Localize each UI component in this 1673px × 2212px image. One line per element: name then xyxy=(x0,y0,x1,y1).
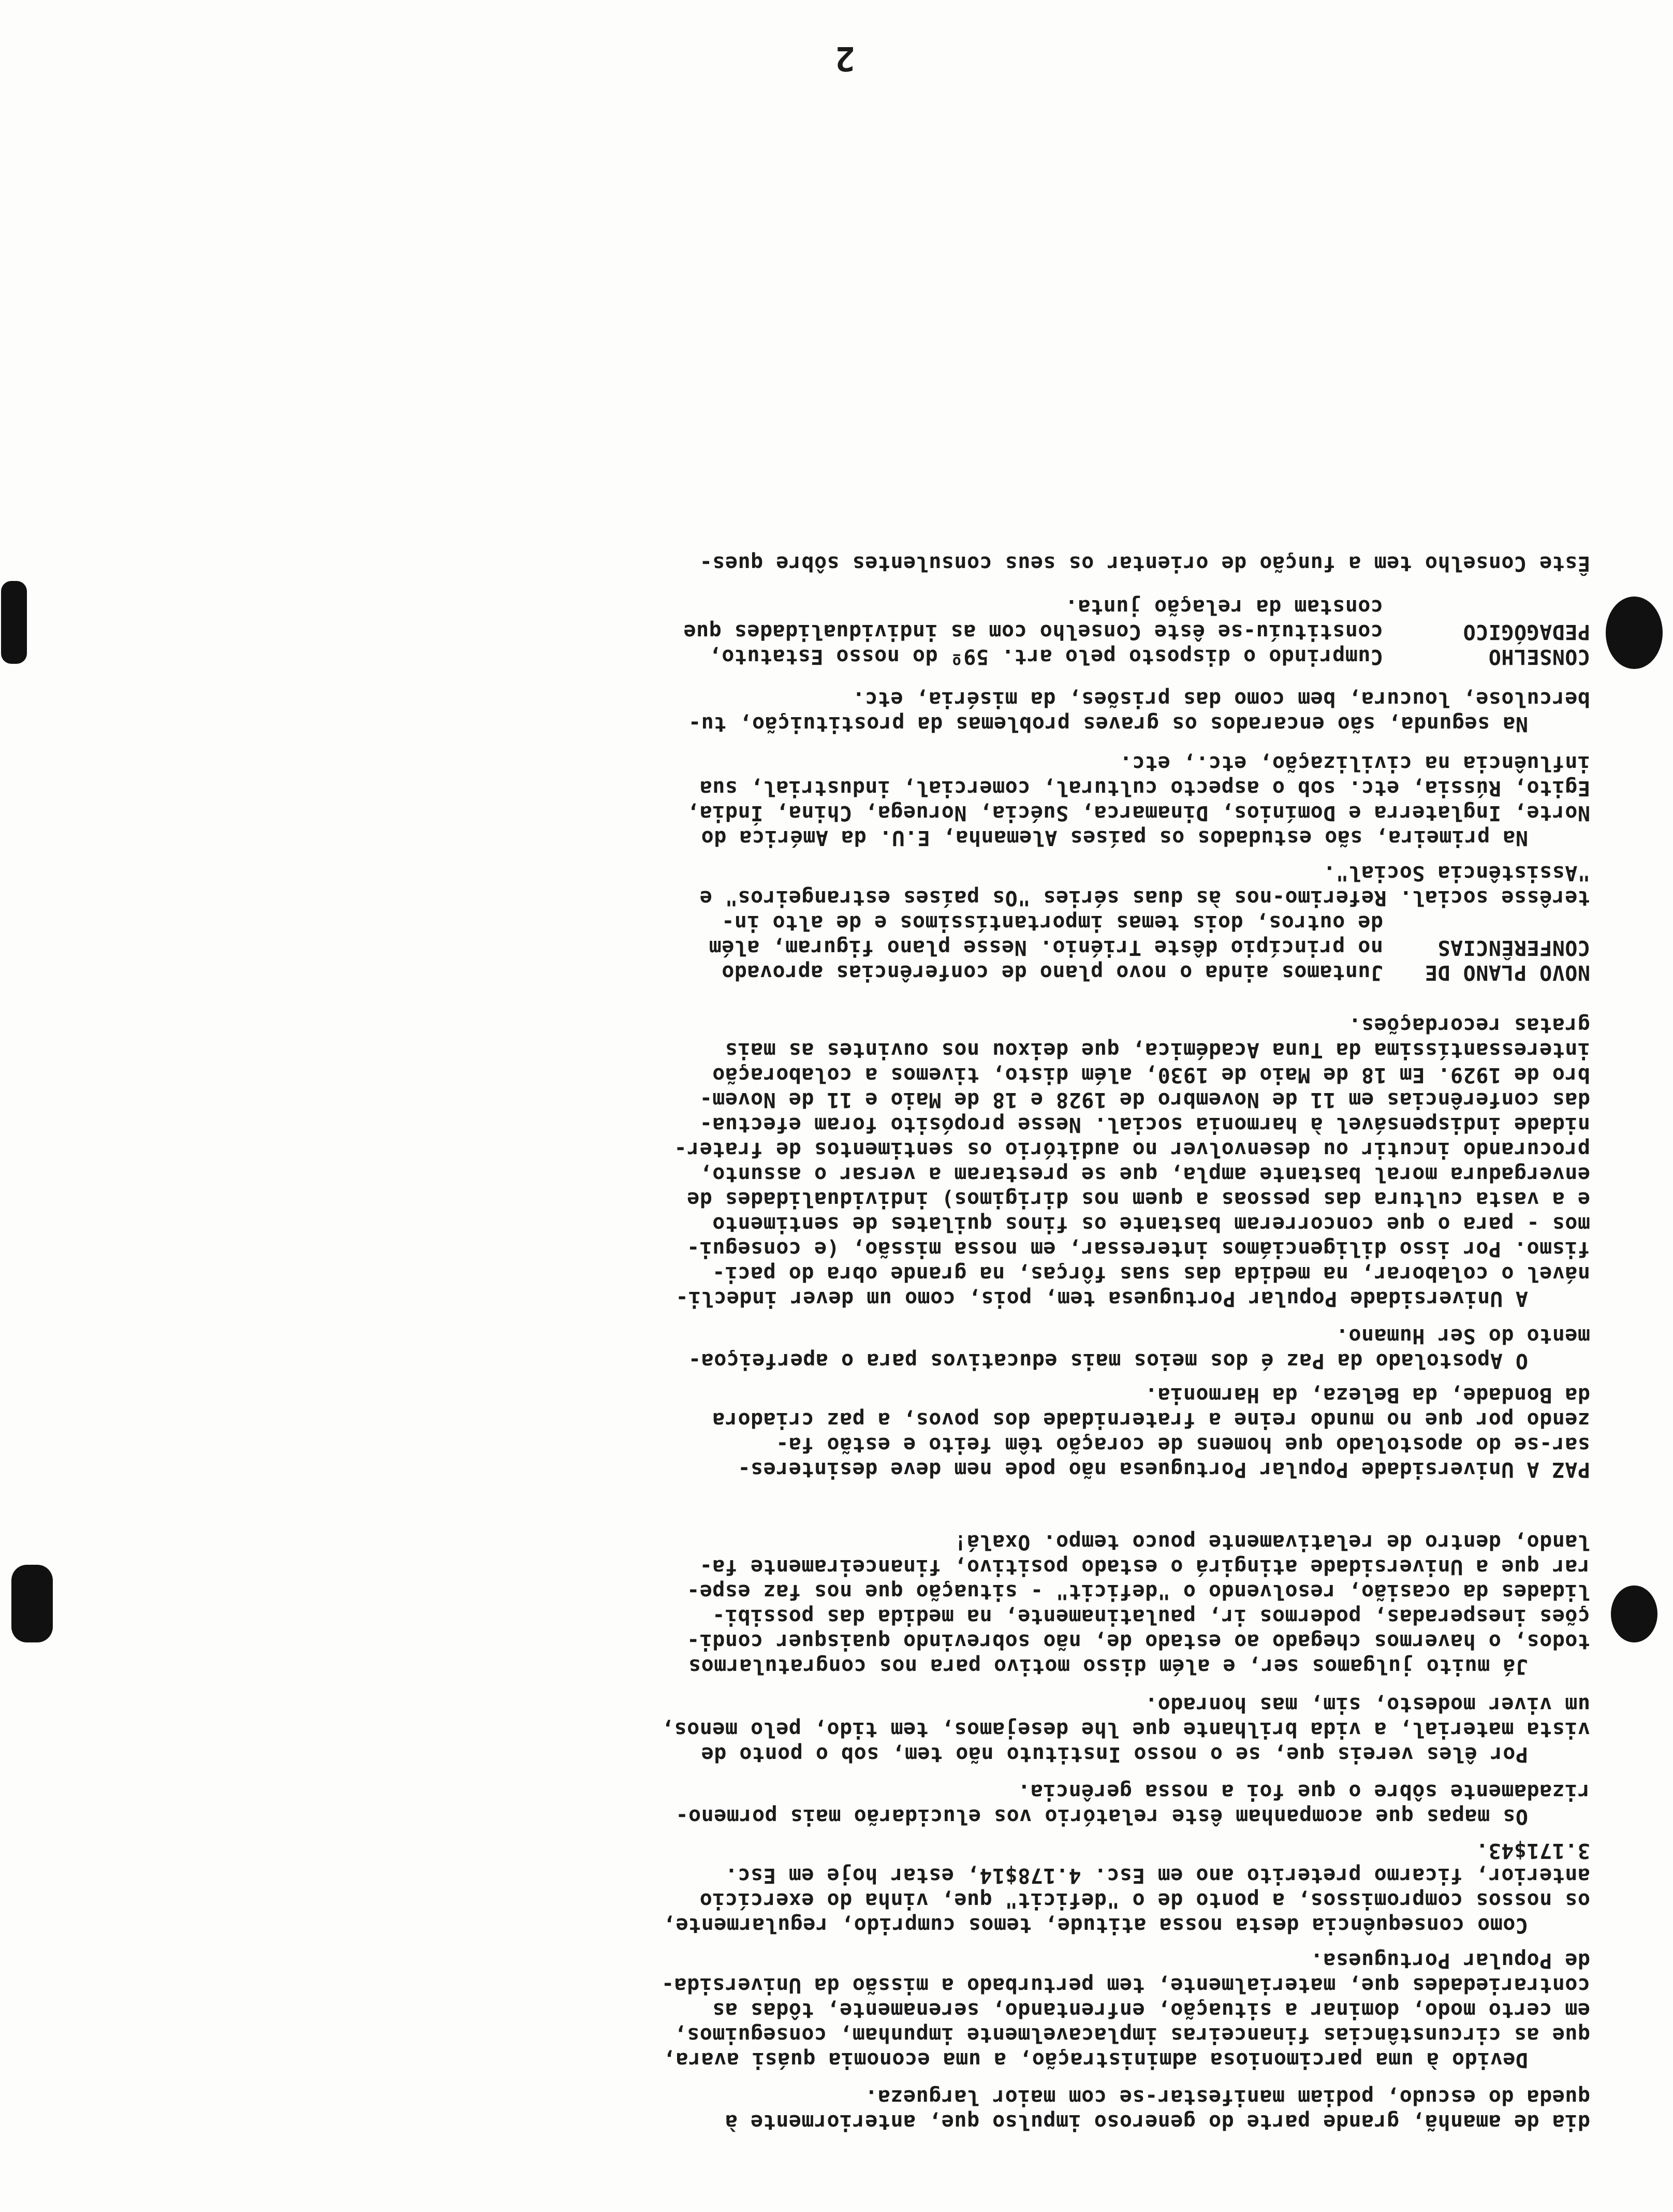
text-line: terêsse social. Referimo-nos às duas séries "Os países estrangeiros" e xyxy=(699,886,1590,910)
text-line: Êste Conselho tem a função de orientar os seus consulentes sôbre ques- xyxy=(699,551,1590,575)
text-line xyxy=(63,960,1590,985)
text-line: influência na civilização, etc., etc. xyxy=(1119,751,1590,775)
text-line: contrariedades que, materialmente, tem perturbado a missão da Universida- xyxy=(661,1973,1590,1997)
section-label: NOVO PLANO DE xyxy=(1425,961,1590,984)
text-line xyxy=(63,910,1590,935)
paragraph xyxy=(63,1530,1590,1679)
text-line: ções inesperadas, podermos ir, paulatinamente, na medida das possibi- xyxy=(712,1605,1590,1628)
paragraph xyxy=(63,551,1590,576)
text-line: lando, dentro de relativamente pouco tempo. Oxalá! xyxy=(953,1530,1590,1554)
text-line: queda do escudo, podiam manifestar-se com maior largueza. xyxy=(864,2085,1590,2109)
text-line: vista material, a vida brilhante que lhe desejamos, tem tido, pelo menos, xyxy=(661,1718,1590,1741)
paragraph xyxy=(63,1779,1590,1829)
text-line: envergadura moral bastante ampla, que se prestaram a versar o assunto, xyxy=(699,1162,1590,1186)
text-line: anterior, ficarmo preterito ano em Esc. 4.178$14, estar hoje em Esc. xyxy=(725,1864,1590,1887)
page-number: 2 xyxy=(834,39,855,77)
text-line: gratas recordações. xyxy=(1348,1013,1590,1037)
text-line xyxy=(63,619,1590,644)
paragraph xyxy=(63,687,1590,736)
text-line: nidade indispensável à harmonia social. Nesse propósito foram efectua- xyxy=(699,1113,1590,1137)
paragraph xyxy=(63,1948,1590,2072)
text-line: A Universidade Popular Portuguesa tem, pois, como um dever indecli- xyxy=(676,1287,1528,1311)
text-line: da Bondade, da Beleza, da Harmonia. xyxy=(1144,1383,1590,1407)
text-line: mento do Ser Humano. xyxy=(1336,1324,1590,1348)
text-line: zendo por que no mundo reine a fraternidade dos povos, a paz criadora xyxy=(712,1408,1590,1432)
paragraph xyxy=(63,751,1590,850)
text-line: que as circunstâncias financeiras implacavelmente impunham, conseguimos, xyxy=(674,2023,1590,2047)
text-line xyxy=(63,594,1590,619)
paragraph-novo-plano xyxy=(63,861,1590,985)
paragraph xyxy=(63,1323,1590,1373)
text-fragment: constituíu-se êste Conselho com as individualidades que xyxy=(683,620,1383,644)
text-line: 3.171$43. xyxy=(1475,1839,1590,1862)
text-fragment: Juntamos ainda o novo plano de conferências aprovado xyxy=(721,961,1383,984)
text-line: rizadamente sôbre o que foi a nossa gerência. xyxy=(1017,1780,1590,1803)
text-line: em certo modo, dominar a situação, enfrentando, serenamente, tôdas as xyxy=(712,1998,1590,2022)
paragraph-conselho-pedagogico xyxy=(63,594,1590,669)
text-line: "Assistência Social". xyxy=(1323,861,1590,885)
section-label: CONSELHO xyxy=(1488,645,1590,668)
paragraph xyxy=(63,1692,1590,1767)
text-line: e a vasta cultura das pessoas a quem nos dirigimos) individualidades de xyxy=(686,1187,1590,1211)
text-line: Egito, Rússia, etc. sob o aspecto cultural, comercial, industrial, sua xyxy=(699,776,1590,800)
text-line: nável o colaborar, na medida das suas fôrças, na grande obra do paci- xyxy=(712,1262,1590,1286)
text-line: rar que a Universidade atingirá o estado positivo, financeiramente fa- xyxy=(699,1555,1590,1579)
text-line: Norte, Inglaterra e Domínios, Dinamarca, Suécia, Noruega, China, Índia, xyxy=(686,801,1590,825)
text-line: Já muito julgamos ser, e além disso motivo para nos congratularmos xyxy=(688,1654,1528,1678)
ink-blot xyxy=(1,581,27,664)
text-fragment: constam da relação junta. xyxy=(1065,595,1383,619)
text-line: procurando incutir ou desenvolver no auditório os sentimentos de frater- xyxy=(674,1138,1590,1161)
text-fragment: Cumprindo o disposto pelo art. 59º do nosso Estatuto, xyxy=(709,645,1383,668)
section-label: PEDAGÓGICO xyxy=(1463,620,1590,644)
binder-hole xyxy=(1611,1585,1657,1642)
text-fragment: A Universidade Popular Portuguesa não pode nem deve desinteres- xyxy=(737,1458,1539,1481)
text-line: Por êles vereis que, se o nosso Instituto não tem, sob o ponto de xyxy=(701,1742,1528,1766)
text-line: Como consequência desta nossa atitude, temos cumprido, regularmente, xyxy=(663,1913,1528,1937)
paragraph-paz xyxy=(63,1382,1590,1482)
binder-hole xyxy=(1606,596,1663,669)
text-line: das conferências em 11 de Novembro de 1928 e 18 de Maio e 11 de Novem- xyxy=(699,1088,1590,1112)
text-line: de Popular Portuguesa. xyxy=(1310,1948,1590,1972)
text-line xyxy=(63,1457,1590,1482)
ink-blot xyxy=(11,1565,53,1642)
text-line: O Apostolado da Paz é dos meios mais educativos para o aperfeiçoa- xyxy=(688,1349,1528,1373)
text-line: todos, o havermos chegado ao estado de, não sobrevindo quaisquer condi- xyxy=(686,1629,1590,1653)
text-line: os nossos compromissos, a ponto de o "deficit" que, vinha do exercício xyxy=(699,1888,1590,1912)
text-line: sar-se do apostolado que homens de coração têm feito e estão fa- xyxy=(775,1433,1590,1457)
text-line xyxy=(63,935,1590,960)
paragraph xyxy=(63,2085,1590,2134)
text-line: interessantíssima da Tuna Académica, que deixou nos ouvintes as mais xyxy=(725,1038,1590,1062)
text-line: lidades da ocasião, resolvendo o "deficit" - situação que nos faz espe- xyxy=(686,1580,1590,1604)
text-line: bro de 1929. Em 18 de Maio de 1930, além disto, tivemos a colaboração xyxy=(712,1063,1590,1087)
text-line xyxy=(63,644,1590,669)
text-line: Na primeira, são estudados os países Alemanha, E.U. da América do xyxy=(701,826,1528,850)
section-label: CONFERÊNCIAS xyxy=(1437,936,1590,959)
text-line: um viver modesto, sim, mas honrado. xyxy=(1144,1693,1590,1716)
text-line: berculose, loucura, bem como das prisões, da miséria, etc. xyxy=(852,687,1590,711)
section-label: PAZ xyxy=(1552,1458,1590,1481)
text-line: Na segunda, são encarados os graves problemas da prostituição, tu- xyxy=(688,712,1528,736)
text-fragment: no princípio dêste Triénio. Nesse plano figuram, além xyxy=(709,936,1383,959)
text-line: dia de amanhã, grande parte do generoso impulso que, anteriormente à xyxy=(725,2110,1590,2134)
text-line: Os mapas que acompanham êste relatório vos elucidarão mais pormeno- xyxy=(676,1804,1528,1828)
text-line: fismo. Por isso diligenciámos interessar, em nossa missão, (e consegui- xyxy=(686,1237,1590,1261)
paragraph xyxy=(63,1838,1590,1938)
paragraph xyxy=(63,1013,1590,1311)
text-line: Devido à uma parcimoniosa administração, a uma economia quási avara, xyxy=(663,2048,1528,2072)
text-line: mos - para o que concorreram bastante os finos quilates de sentimento xyxy=(712,1212,1590,1236)
text-fragment: de outros, dois temas importantíssimos e de alto in- xyxy=(721,911,1383,935)
